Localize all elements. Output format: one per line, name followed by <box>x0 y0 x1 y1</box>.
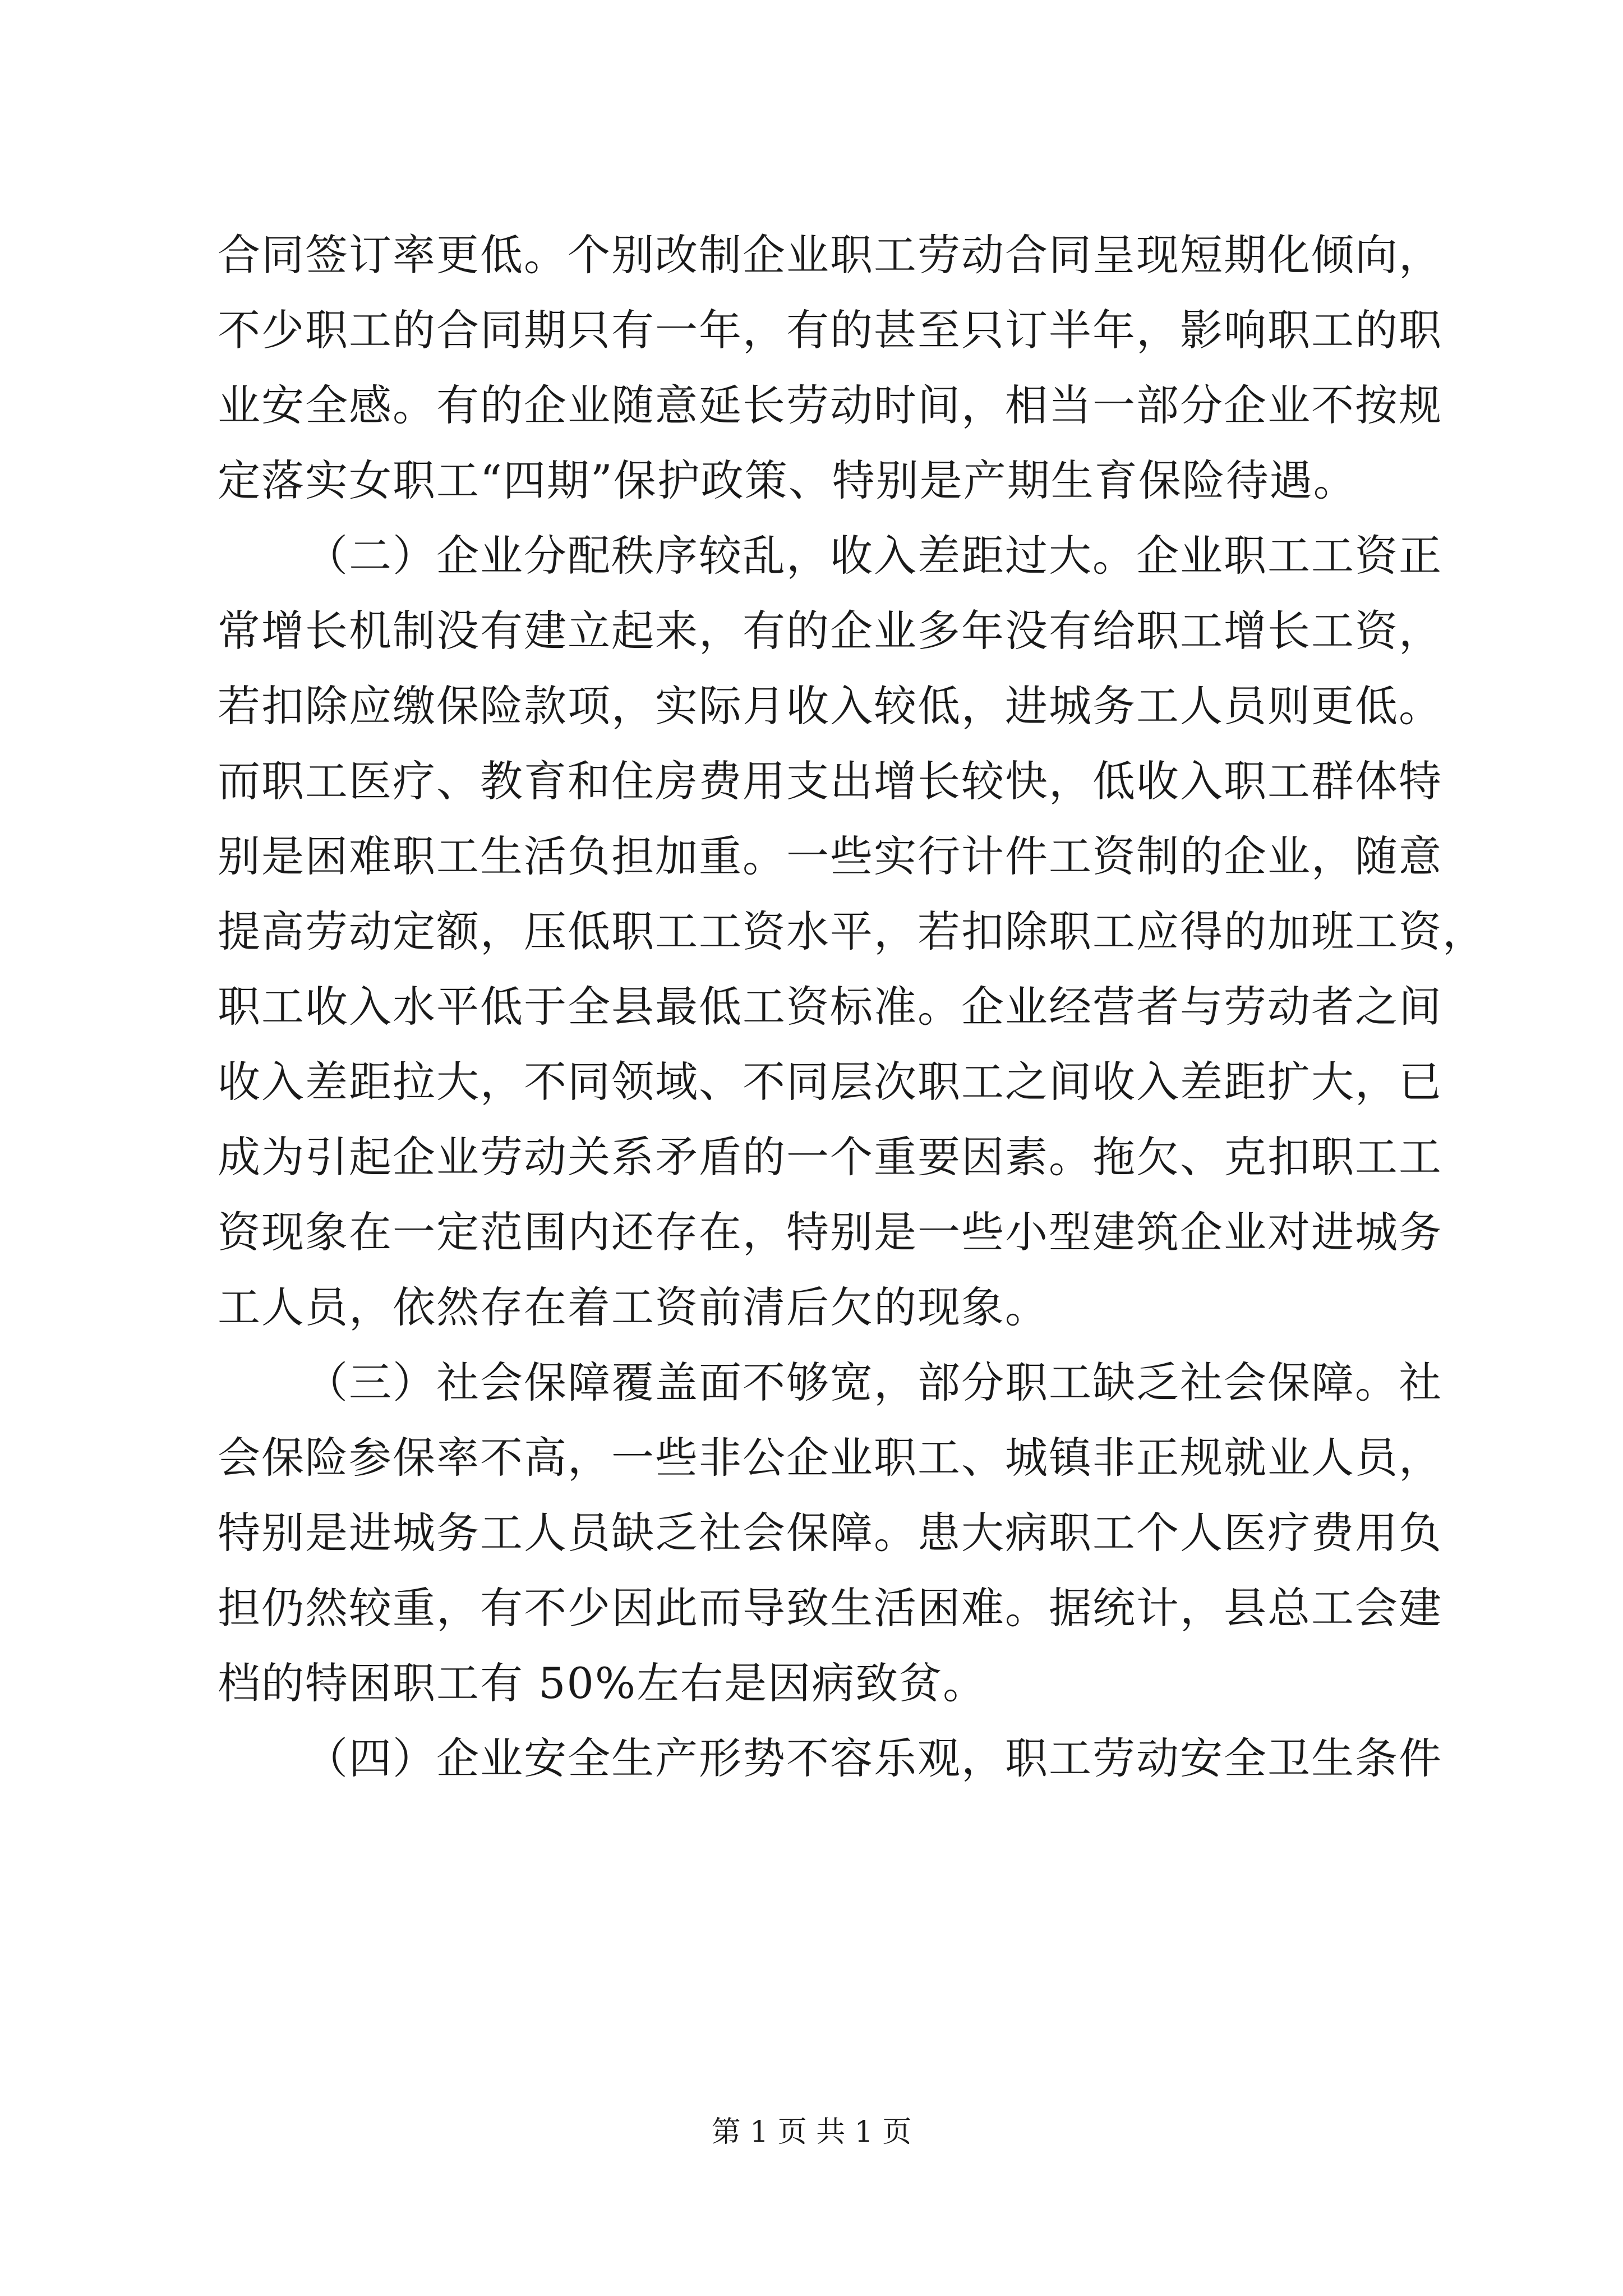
text-line: 提高劳动定额，压低职工工资水平，若扣除职工应得的加班工资， <box>218 907 1486 956</box>
section-heading-line: （四）企业安全生产形势不容乐观，职工劳动安全卫生条件 <box>305 1733 1442 1783</box>
text-line: 而职工医疗、教育和住房费用支出增长较快，低收入职工群体特 <box>218 756 1442 806</box>
page-footer: 第 1 页 共 1 页 <box>711 2115 912 2149</box>
text-line: 定落实女职工“四期”保护政策、特别是产期生育保险待遇。 <box>218 455 1357 505</box>
document-body <box>218 218 1486 1796</box>
text-line: 资现象在一定范围内还存在，特别是一些小型建筑企业对进城务 <box>218 1207 1442 1257</box>
text-line: 工人员，依然存在着工资前清后欠的现象。 <box>218 1282 1049 1332</box>
text-line: 成为引起企业劳动关系矛盾的一个重要因素。拖欠、克扣职工工 <box>218 1132 1442 1182</box>
text-line: 档的特困职工有 50%左右是因病致贫。 <box>218 1658 987 1708</box>
text-line: 合同签订率更低。个别改制企业职工劳动合同呈现短期化倾向， <box>218 230 1442 280</box>
text-line: 特别是进城务工人员缺乏社会保障。患大病职工个人医疗费用负 <box>218 1508 1442 1558</box>
text-line: 业安全感。有的企业随意延长劳动时间，相当一部分企业不按规 <box>218 380 1442 430</box>
text-line: 职工收入水平低于全县最低工资标准。企业经营者与劳动者之间 <box>218 982 1442 1032</box>
section-heading-line: （三）社会保障覆盖面不够宽，部分职工缺乏社会保障。社 <box>305 1358 1442 1407</box>
text-line: 会保险参保率不高，一些非公企业职工、城镇非正规就业人员， <box>218 1433 1442 1483</box>
text-line: 不少职工的合同期只有一年，有的甚至只订半年，影响职工的职 <box>218 305 1442 355</box>
text-line: 若扣除应缴保险款项，实际月收入较低，进城务工人员则更低。 <box>218 681 1442 731</box>
text-line: 收入差距拉大，不同领域、不同层次职工之间收入差距扩大，已 <box>218 1057 1442 1107</box>
section-heading-line: （二）企业分配秩序较乱，收入差距过大。企业职工工资正 <box>305 531 1442 581</box>
text-line: 常增长机制没有建立起来，有的企业多年没有给职工增长工资， <box>218 606 1442 656</box>
text-line: 别是困难职工生活负担加重。一些实行计件工资制的企业，随意 <box>218 831 1442 881</box>
text-line: 担仍然较重，有不少因此而导致生活困难。据统计，县总工会建 <box>218 1583 1442 1633</box>
